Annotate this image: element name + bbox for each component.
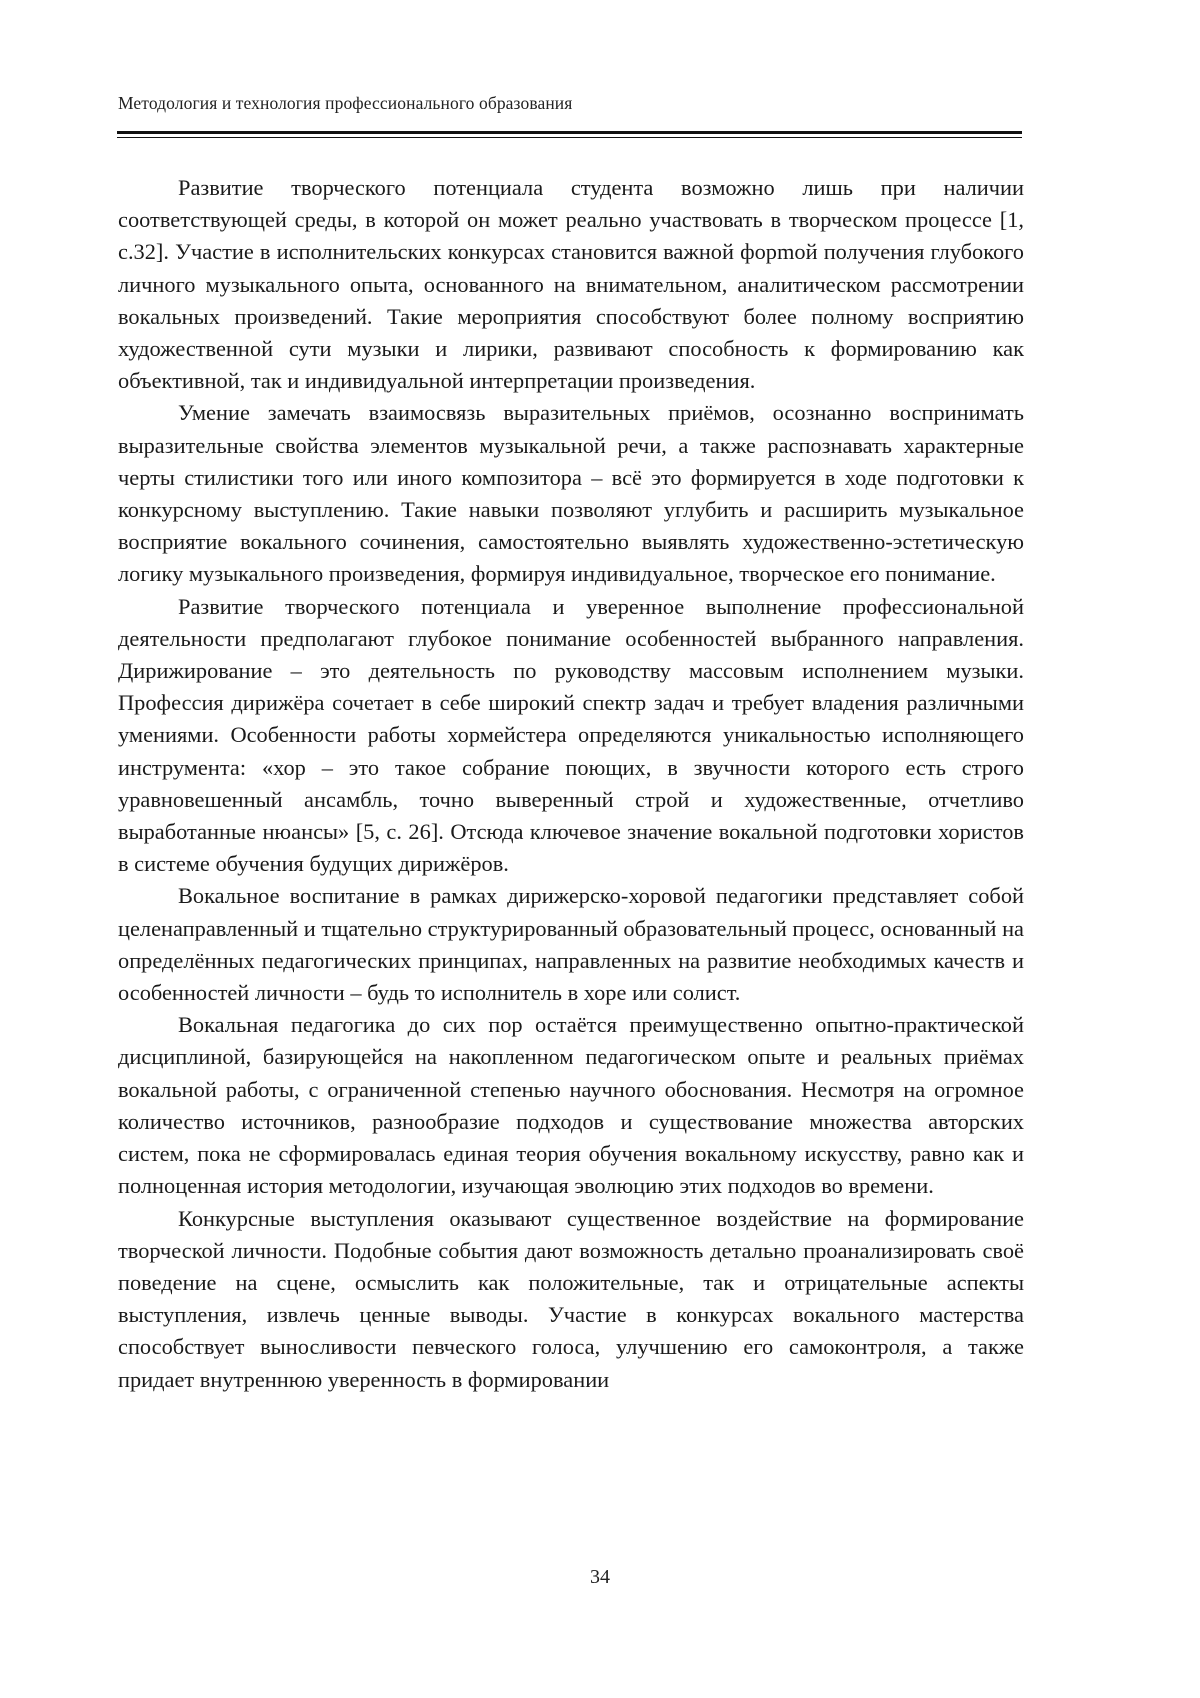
paragraph: Вокальная педагогика до сих пор остаётся преимущественно опытно-практической дисциплиной, базирующейся на накопленном педагогическом опыте и реальных приёмах вокальной работы, с ограниченной степенью научного обоснования. Несмотря на огромное количество источников, разнообразие подходов и существование множества авторских систем, пока не сформировалась единая теория обучения вокальному искусству, равно как и полноценная история методологии, изучающая эволюцию этих подходов во времени. [118,1012,1024,1199]
page-number: 34 [590,1566,610,1588]
paragraph: Умение замечать взаимосвязь выразительных приёмов, осознанно воспринимать выразительные свойства элементов музыкальной речи, а также распознавать характерные черты стилистики того или иного композитора – всё это формируется в ходе подготовки к конкурсному выступлению. Такие навыки позволяют углубить и расширить музыкальное восприятие вокального сочинения, самостоятельно выявлять художественно-эстетическую логику музыкального произведения, формируя индивидуальное, творческое его понимание. [118,400,1024,587]
paragraph: Вокальное воспитание в рамках дирижерско-хоровой педагогики представляет собой целенаправленный и тщательно структурированный образовательный процесс, основанный на определённых педагогических принципах, направленных на развитие необходимых качеств и особенностей личности – будь то исполнитель в хоре или солист. [118,883,1024,1006]
header-rule-thick [117,131,1022,134]
paragraph: Развитие творческого потенциала студента возможно лишь при наличии соответствующей среды, в которой он может реально участвовать в творческом процессе [1, с.32]. Участие в исполнительских конкурсах становится важной форmой получения глубокого личного музыкального опыта, основанного на внимательном, аналитическом рассмотрении вокальных произведений. Такие мероприятия способствуют более полному восприятию художественной сути музыки и лирики, развивают способность к формированию как объективной, так и индивидуальной интерпретации произведения. [118,175,1024,394]
body-text [118,172,1024,1396]
running-header: Методология и технология профессионального образования [118,93,573,113]
header-rule-thin [117,137,1022,138]
paragraph: Развитие творческого потенциала и уверенное выполнение профессиональной деятельности предполагают глубокое понимание особенностей выбранного направления. Дирижирование – это деятельность по руководству массовым исполнением музыки. Профессия дирижёра сочетает в себе широкий спектр задач и требует владения различными умениями. Особенности работы хормейстера определяются уникальностью исполняющего инструмента: «хор – это такое собрание поющих, в звучности которого есть строго уравновешенный ансамбль, точно выверенный строй и художественные, отчетливо выработанные нюансы» [5, с. 26]. Отсюда ключевое значение вокальной подготовки хористов в системе обучения будущих дирижёров. [118,593,1024,877]
paragraph: Конкурсные выступления оказывают существенное воздействие на формирование творческой личности. Подобные события дают возможность детально проанализировать своё поведение на сцене, осмыслить как положительные, так и отрицательные аспекты выступления, извлечь ценные выводы. Участие в конкурсах вокального мастерства способствует выносливости певческого голоса, улучшению его самоконтроля, а также придает внутреннюю уверенность в формировании [118,1205,1024,1392]
